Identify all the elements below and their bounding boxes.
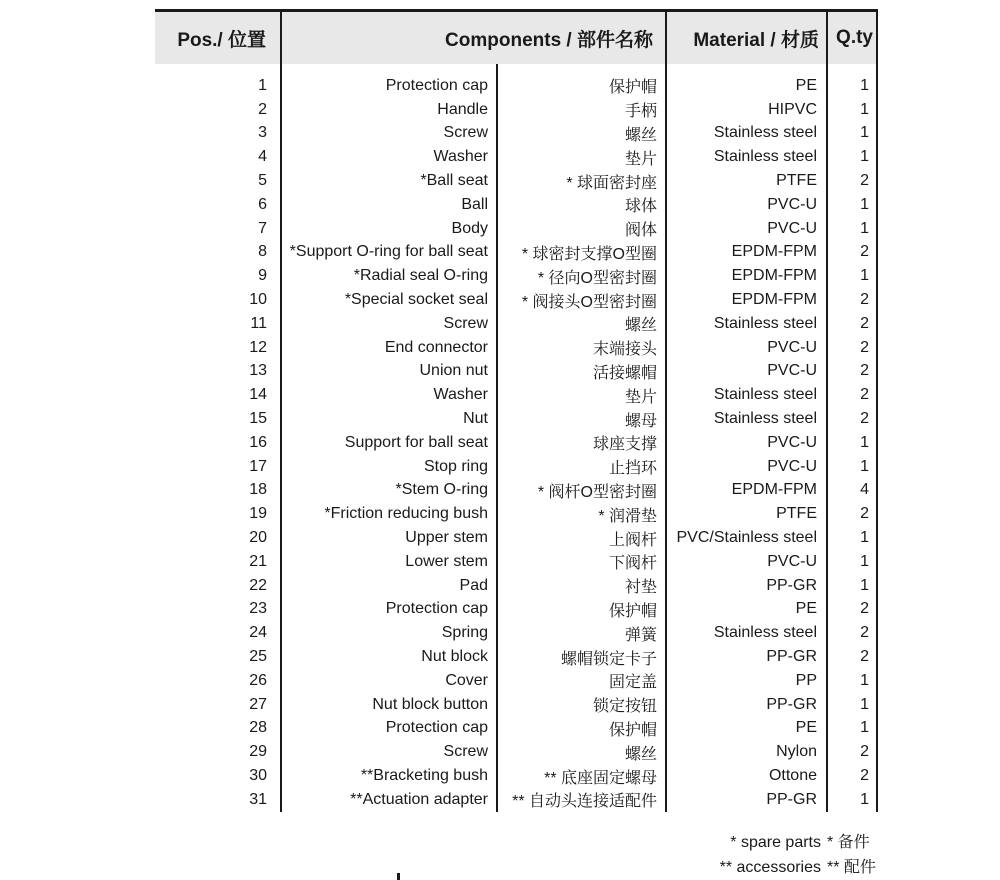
cell-material: PE [795,600,817,618]
cell-material: PVC-U [767,338,817,356]
table-row [155,407,878,431]
cell-component-zh: 垫片 [624,388,657,406]
cell-material: PVC-U [767,362,817,380]
cell-material: Ottone [768,767,817,784]
table-row [155,360,878,384]
cell-pos: 19 [249,505,267,523]
footnote-spare-parts-en: * spare parts [730,834,821,851]
table-row [155,574,878,598]
table-row [155,764,878,788]
cell-qty: 1 [860,719,869,737]
cell-material: PVC-U [767,219,817,237]
cell-qty: 2 [860,243,869,261]
cell-component-en: Washer [433,386,488,404]
cell-component-en: Ball [461,195,488,213]
cell-pos: 11 [250,314,267,332]
cell-component-zh: 锁定按钮 [592,698,657,716]
cell-pos: 23 [249,600,267,618]
cell-qty: 1 [860,671,869,689]
header-pos: Pos./ 位置 [177,29,266,51]
cell-component-en: Protection cap [385,76,488,94]
table-row [155,550,878,574]
cell-material: Stainless steel [713,410,817,428]
column-divider-material [665,64,667,812]
cell-component-en: Support for ball seat [344,433,488,451]
cell-pos: 7 [258,219,267,237]
cell-component-zh: 保护帽 [608,79,657,97]
cell-qty: 1 [860,695,869,713]
table-header-row [155,9,878,64]
cell-qty: 2 [860,291,869,309]
cell-pos: 28 [249,719,267,737]
cell-pos: 30 [249,767,267,784]
cell-component-en: Cover [445,671,488,689]
cell-component-zh: 螺帽锁定卡子 [560,650,657,668]
cell-pos: 5 [258,172,267,190]
cell-component-zh: 螺丝 [624,317,657,335]
cell-qty: 2 [860,767,869,784]
cell-component-zh: 固定盖 [608,674,657,692]
cell-component-zh: 螺丝 [624,745,657,763]
table-row [155,788,878,812]
cell-material: PP-GR [766,695,817,713]
cell-pos: 21 [249,552,267,570]
cell-qty: 2 [860,410,869,428]
cell-qty: 1 [860,433,869,451]
cell-material: Stainless steel [713,124,817,142]
cell-pos: 3 [258,124,267,142]
cell-component-en: Pad [459,576,488,594]
table-row [155,693,878,717]
cell-material: PVC-U [767,552,817,570]
cell-component-en: Screw [443,314,488,332]
cell-pos: 26 [249,671,267,689]
cell-material: PP-GR [766,576,817,594]
footnotes [720,830,878,880]
cell-pos: 9 [258,267,267,285]
cell-component-en: Body [451,219,488,237]
table-row [155,122,878,146]
table-row [155,336,878,360]
cell-component-en: Handle [437,100,488,118]
cell-material: PE [795,76,817,94]
cell-component-en: *Stem O-ring [395,481,488,499]
cell-pos: 8 [258,243,267,261]
header-divider-pos [280,12,282,64]
cell-component-en: Spring [441,624,488,642]
cell-qty: 1 [860,552,869,570]
table-row [155,383,878,407]
cell-qty: 1 [860,790,869,808]
cell-material: PTFE [776,505,817,523]
cell-component-en: *Special socket seal [344,291,488,309]
table-row [155,145,878,169]
column-divider-right [876,64,878,812]
cell-component-zh: * 球面密封座 [566,174,657,192]
cell-material: PE [795,719,817,737]
cell-qty: 1 [860,529,869,547]
table-row [155,217,878,241]
cell-qty: 2 [860,624,869,642]
cell-component-zh: 垫片 [624,150,657,168]
cell-material: Nylon [776,743,817,761]
table-row [155,193,878,217]
cell-pos: 12 [249,338,267,356]
header-material: Material / 材质 [693,29,819,51]
cell-component-zh: 球座支撑 [592,436,657,454]
cell-pos: 20 [249,529,267,547]
cell-component-zh: * 阀接头O型密封圈 [521,293,657,311]
cell-component-en: **Actuation adapter [350,790,488,808]
parts-table [155,9,878,812]
cell-qty: 2 [860,386,869,404]
cell-qty: 1 [860,195,869,213]
cell-component-en: Nut block [421,648,488,666]
cell-component-en: Lower stem [405,552,488,570]
cell-material: PVC-U [767,433,817,451]
cell-component-zh: 活接螺帽 [592,364,657,382]
cell-qty: 1 [860,219,869,237]
cell-component-en: Screw [443,743,488,761]
cell-material: Stainless steel [713,314,817,332]
table-row [155,169,878,193]
cell-qty: 1 [860,267,869,285]
cell-component-zh: 保护帽 [608,602,657,620]
cell-pos: 14 [249,386,267,404]
cell-component-en: Union nut [419,362,488,380]
footnote-accessories-en: ** accessories [719,859,821,876]
table-row [155,669,878,693]
cell-component-en: Protection cap [385,719,488,737]
cell-material: Stainless steel [713,386,817,404]
crop-mark [397,873,400,880]
cell-pos: 10 [249,291,267,309]
cell-material: PVC-U [767,195,817,213]
cell-pos: 1 [258,76,267,94]
cell-component-en: Screw [443,124,488,142]
table-row [155,288,878,312]
column-divider-qty [826,64,828,812]
table-row [155,241,878,265]
table-row [155,526,878,550]
header-divider-right [876,12,878,64]
header-components: Components / 部件名称 [445,29,653,51]
header-divider-material [665,12,667,64]
cell-pos: 24 [249,624,267,642]
cell-pos: 2 [258,100,267,118]
cell-component-en: Protection cap [385,600,488,618]
cell-component-zh: * 球密封支撑O型圈 [521,245,657,263]
cell-component-en: Stop ring [423,457,488,475]
cell-pos: 25 [249,648,267,666]
cell-qty: 2 [860,505,869,523]
cell-material: PVC/Stainless steel [676,529,817,547]
cell-component-en: Washer [433,148,488,166]
cell-pos: 17 [249,457,267,475]
cell-component-en: End connector [384,338,488,356]
cell-qty: 1 [860,100,869,118]
column-divider-pos [280,64,282,812]
cell-component-en: **Bracketing bush [360,767,488,784]
cell-component-en: Nut [463,410,488,428]
cell-qty: 1 [860,148,869,166]
footnote-spare-parts [720,830,878,855]
header-divider-qty [826,12,828,64]
cell-component-zh: * 阀杆O型密封圈 [537,483,657,501]
cell-pos: 15 [249,410,267,428]
cell-component-zh: 保护帽 [608,721,657,739]
cell-pos: 27 [249,695,267,713]
cell-qty: 2 [860,648,869,666]
table-row [155,740,878,764]
cell-component-zh: 阀体 [624,222,657,240]
table-row [155,502,878,526]
cell-component-en: Upper stem [405,529,488,547]
cell-material: PP [795,671,817,689]
table-row [155,98,878,122]
cell-material: EPDM-FPM [731,267,817,285]
footnote-spare-parts-zh: * 备件 [827,834,870,851]
cell-component-zh: 螺丝 [624,126,657,144]
table-row [155,74,878,98]
cell-pos: 29 [249,743,267,761]
cell-component-zh: ** 自动头连接适配件 [512,793,657,811]
cell-component-zh: 衬垫 [624,579,657,597]
cell-qty: 1 [860,76,869,94]
header-qty: Q.ty [836,27,873,48]
cell-material: PVC-U [767,457,817,475]
cell-component-zh: 手柄 [624,103,657,121]
cell-qty: 2 [860,338,869,356]
table-row [155,717,878,741]
cell-material: PP-GR [766,648,817,666]
cell-pos: 6 [258,195,267,213]
cell-qty: 2 [860,172,869,190]
table-row [155,621,878,645]
cell-pos: 4 [258,148,267,166]
cell-material: EPDM-FPM [731,243,817,261]
cell-qty: 2 [860,314,869,332]
cell-material: Stainless steel [713,624,817,642]
cell-qty: 2 [860,743,869,761]
cell-qty: 1 [860,124,869,142]
cell-component-zh: * 径向O型密封圈 [537,269,657,287]
cell-qty: 2 [860,362,869,380]
footnote-accessories-zh: ** 配件 [827,859,876,876]
cell-material: EPDM-FPM [731,481,817,499]
cell-pos: 22 [249,576,267,594]
cell-component-zh: 螺母 [624,412,657,430]
cell-component-zh: 止挡环 [608,460,657,478]
table-row [155,264,878,288]
table-row [155,645,878,669]
cell-component-zh: 末端接头 [592,341,657,359]
table-row [155,598,878,622]
table-row [155,431,878,455]
cell-material: EPDM-FPM [731,291,817,309]
cell-qty: 2 [860,600,869,618]
column-divider-en-zh [496,64,498,812]
cell-qty: 4 [860,481,869,499]
footnote-accessories [720,855,878,880]
cell-component-en: *Radial seal O-ring [353,267,488,285]
cell-component-zh: ** 底座固定螺母 [544,769,657,787]
cell-component-zh: 下阀杆 [608,555,657,573]
cell-pos: 16 [249,433,267,451]
cell-component-en: *Friction reducing bush [324,505,488,523]
table-row [155,455,878,479]
cell-material: Stainless steel [713,148,817,166]
cell-qty: 1 [860,576,869,594]
cell-component-zh: 弹簧 [624,626,657,644]
cell-material: PP-GR [766,790,817,808]
table-body [155,64,878,812]
cell-component-en: *Support O-ring for ball seat [289,243,488,261]
cell-qty: 1 [860,457,869,475]
cell-component-zh: * 润滑垫 [598,507,657,525]
cell-material: PTFE [776,172,817,190]
cell-component-zh: 上阀杆 [608,531,657,549]
cell-component-en: *Ball seat [420,172,488,190]
cell-material: HIPVC [768,100,817,118]
table-row [155,312,878,336]
cell-pos: 13 [249,362,267,380]
cell-component-zh: 球体 [624,198,657,216]
cell-pos: 18 [249,481,267,499]
cell-pos: 31 [249,790,267,808]
cell-component-en: Nut block button [372,695,488,713]
table-row [155,479,878,503]
